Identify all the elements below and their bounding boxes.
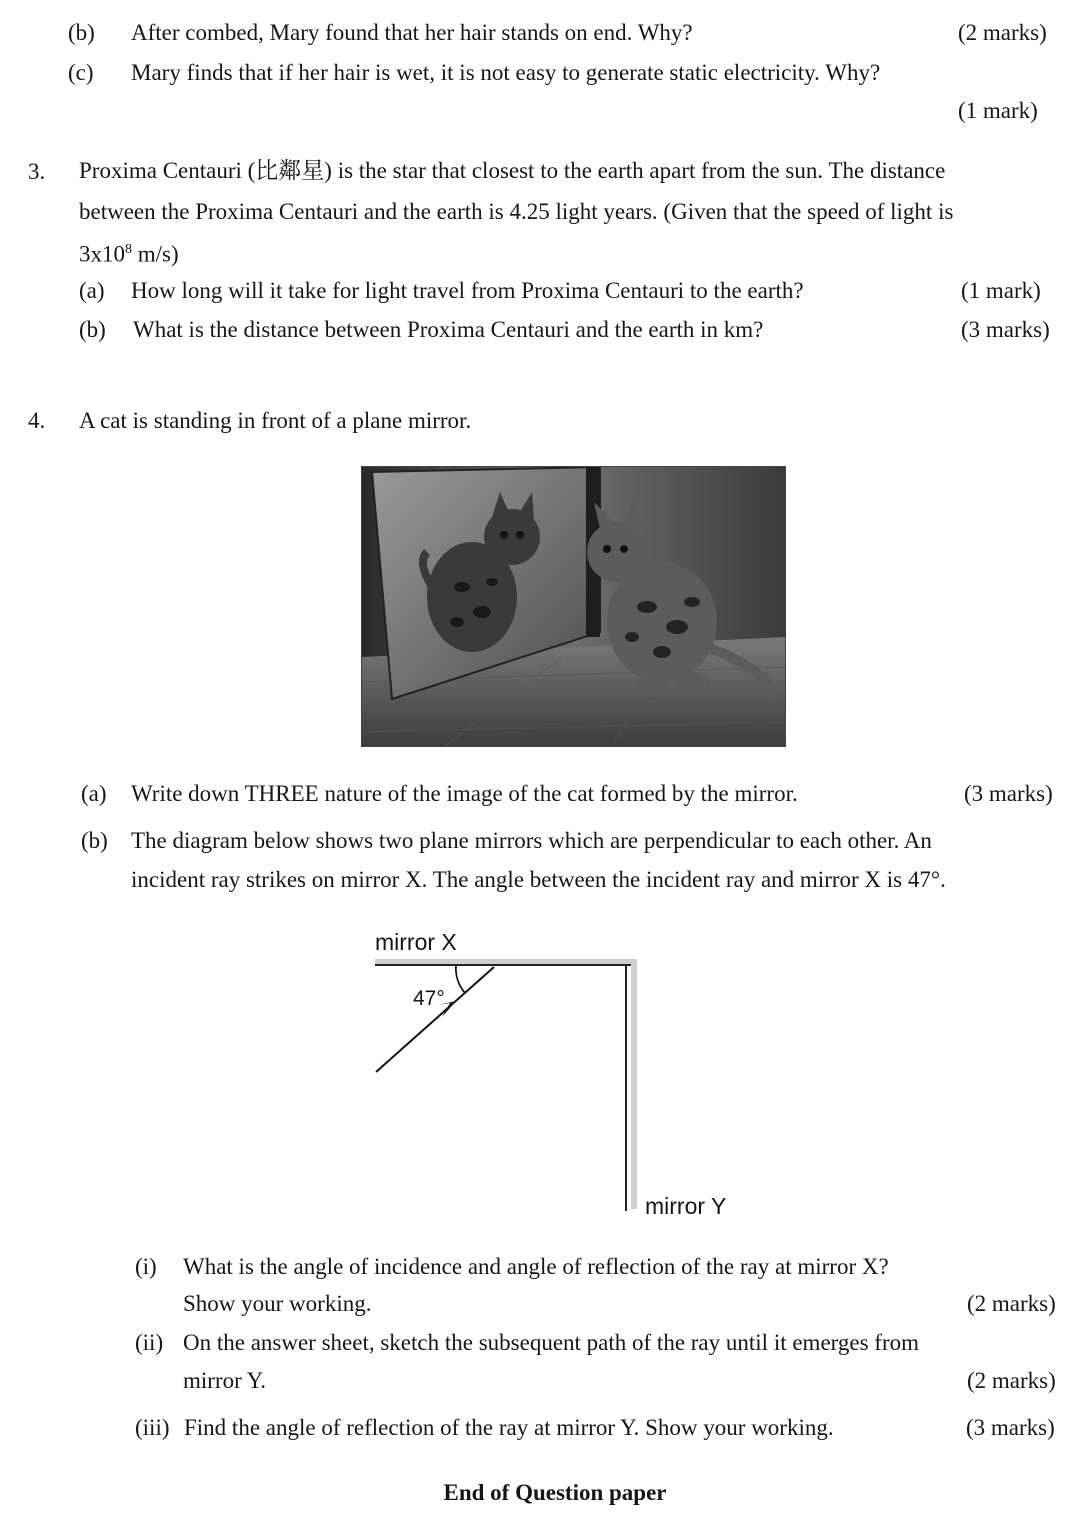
q4bi-line2: Show your working.	[183, 1291, 372, 1316]
q4bii-line1: On the answer sheet, sketch the subsequent path of the ray until it emerges from	[183, 1330, 920, 1355]
q2c-text: Mary finds that if her hair is wet, it is not easy to generate static electricity. Why?	[131, 60, 881, 85]
cat-mirror-photo	[361, 466, 786, 747]
q3b-marks: (3 marks)	[961, 317, 1050, 342]
q4b-line1: The diagram below shows two plane mirrors which are perpendicular to each other. An	[131, 828, 932, 853]
q2b-text: After combed, Mary found that her hair stands on end. Why?	[131, 20, 693, 45]
mirror-y-label: mirror Y	[645, 1193, 727, 1219]
q4a-marks: (3 marks)	[964, 781, 1053, 806]
q3-line3: $3x10^8$ m/s)	[79, 241, 179, 267]
q4bii-line2: mirror Y.	[183, 1368, 267, 1393]
q4bii-label: (ii)	[135, 1330, 164, 1355]
q4biii-text: Find the angle of reflection of the ray at mirror Y. Show your working.	[184, 1415, 834, 1440]
q3-line2: between the Proxima Centauri and the earth is 4.25 light years. (Given that the speed of light is	[79, 199, 954, 224]
q3-number: 3.	[28, 159, 46, 184]
mirror-x-label: mirror X	[375, 929, 457, 955]
q3a-label: (a)	[79, 278, 105, 303]
mirror-diagram	[360, 925, 760, 1225]
angle-label: 47°	[413, 987, 445, 1010]
q4bi-marks: (2 marks)	[967, 1291, 1056, 1316]
q4b-line2: incident ray strikes on mirror X. The angle between the incident ray and mirror X is 47°.	[131, 867, 946, 892]
q4bii-marks: (2 marks)	[967, 1368, 1056, 1393]
q4biii-label: (iii)	[135, 1415, 170, 1440]
q3-line1: Proxima Centauri (比鄰星) is the star that closest to the earth apart from the sun. The distance	[79, 158, 946, 183]
end-of-paper: End of Question paper	[443, 1480, 667, 1505]
q4bi-line1: What is the angle of incidence and angle of reflection of the ray at mirror X?	[183, 1254, 889, 1279]
q2c-label: (c)	[68, 60, 94, 85]
q4biii-marks: (3 marks)	[966, 1415, 1055, 1440]
q4a-label: (a)	[81, 781, 107, 806]
q2b-label: (b)	[68, 20, 95, 45]
q3a-text: How long will it take for light travel from Proxima Centauri to the earth?	[131, 278, 804, 303]
q4-number: 4.	[28, 408, 46, 433]
q4a-text: Write down THREE nature of the image of the cat formed by the mirror.	[131, 781, 798, 806]
q4b-label: (b)	[81, 828, 108, 853]
incident-ray	[376, 967, 494, 1072]
q3b-label: (b)	[79, 317, 106, 342]
q3a-marks: (1 mark)	[961, 278, 1041, 303]
q2c-marks: (1 mark)	[958, 98, 1038, 123]
q4-intro: A cat is standing in front of a plane mirror.	[79, 408, 472, 433]
angle-arc	[456, 965, 465, 993]
q2b-marks: (2 marks)	[958, 20, 1047, 45]
q3b-text: What is the distance between Proxima Centauri and the earth in km?	[133, 317, 764, 342]
q4bi-label: (i)	[135, 1254, 157, 1279]
